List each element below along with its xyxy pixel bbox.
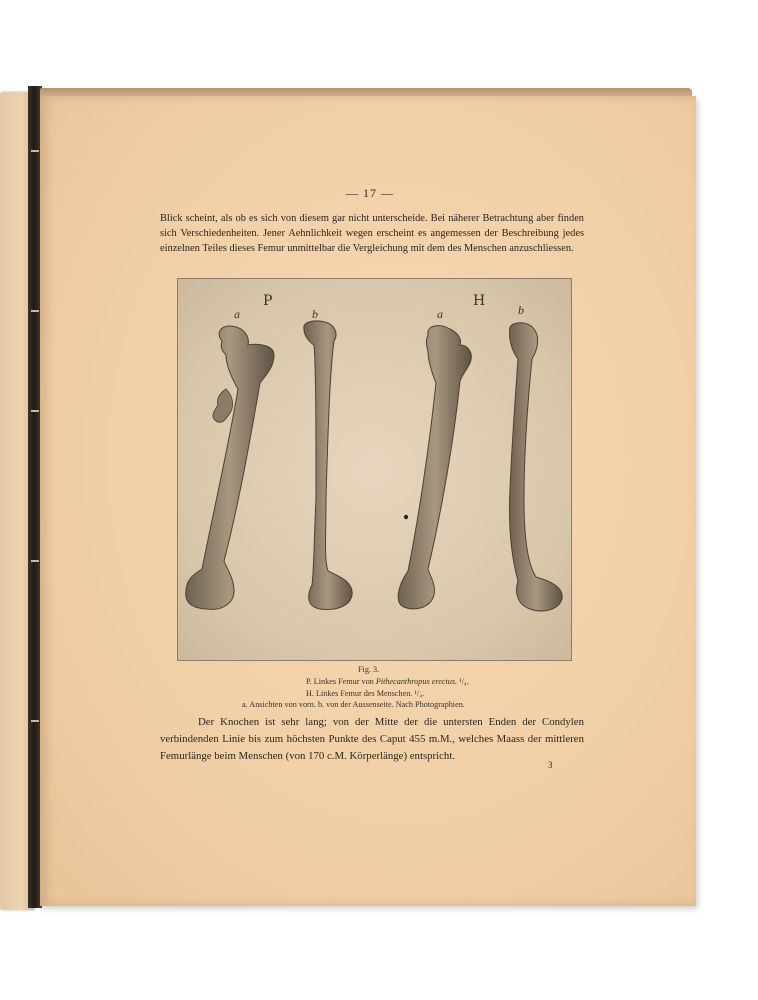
binding-thread — [31, 720, 39, 722]
figure-number: Fig. 3. — [358, 665, 380, 674]
label-group-h: H — [473, 293, 486, 309]
femur-p-front — [186, 326, 274, 609]
caption-p-prefix: P. Linkes Femur von — [306, 677, 374, 686]
page-number: — 17 — — [346, 186, 394, 200]
speck — [404, 515, 408, 519]
binding-thread — [31, 150, 39, 152]
label-p-b: b — [312, 307, 318, 321]
femur-illustration — [178, 279, 571, 660]
caption-p-scale: ¹/₄. — [459, 677, 469, 686]
binding-thread — [31, 410, 39, 412]
caption-p-species: Pithecanthropus erectus. — [375, 677, 458, 686]
femur-h-side — [509, 323, 562, 611]
femur-p-exostosis — [213, 389, 233, 422]
femur-p-side — [304, 321, 352, 609]
label-h-a: a — [437, 307, 443, 321]
caption-line-p — [306, 677, 469, 686]
caption-line-views: a. Ansichten von vorn. b. von der Aussenseite. Nach Photographien. — [242, 700, 465, 709]
paragraph-bottom: Der Knochen ist sehr lang; von der Mitte der die untersten Enden der Condylen verbindenden Linie bis zum höchsten Punkte des Caput 455 m.M., welches Maass der mittleren Femurlänge beim Menschen (von 170 c.M. Körperlänge) entspricht. — [160, 716, 584, 762]
paragraph-top: Blick scheint, als ob es sich von diesem gar nicht unterscheide. Bei näherer Betrachtung aber finden sich Verschiedenheiten. Jener Aehnlichkeit wegen erscheint es angemessen der Beschreibung jedes einzelnen Teiles dieses Femur unmittelbar die Vergleichung mit dem des Menschen anzuschliessen. — [160, 213, 584, 255]
binding-thread — [31, 560, 39, 562]
caption-line-h: H. Linkes Femur des Menschen. ¹/₄. — [306, 689, 425, 698]
signature-mark: 3 — [548, 760, 553, 770]
femur-figure — [177, 278, 572, 661]
femur-h-front — [398, 326, 471, 609]
binding-thread — [31, 310, 39, 312]
label-p-a: a — [234, 307, 240, 321]
label-group-p: P — [263, 293, 273, 309]
label-h-b: b — [518, 303, 524, 317]
